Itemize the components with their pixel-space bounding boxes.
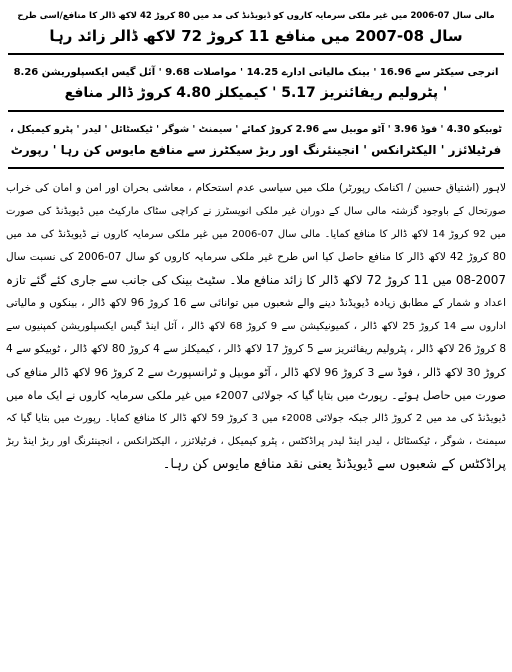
sub-headline-line: فرٹیلائزر ' الیکٹرانکس ' انجینئرنگ اور ربڑ سیکٹرز سے منافع مایوس کن رہا ' رپورٹ xyxy=(10,143,502,157)
divider xyxy=(8,167,504,169)
body-line: 08-2007 میں 11 کروڑ 72 لاکھ ڈالر کا زائد منافع ملا۔ سٹیٹ بینک کی جانب سے جاری کئے گئے تازہ xyxy=(6,273,506,287)
body-line: میں 92 کروڑ 14 لاکھ ڈالر کا منافع کمایا۔ مالی سال 07-2006 میں غیر ملکی سرمایہ کاروں نے ڈیویڈنڈ کی مد میں xyxy=(6,229,506,240)
body-line: صورتحال کے باوجود گزشتہ مالی سال کے دوران غیر ملکی انویسٹرز نے کراچی سٹاک مارکیٹ میں ڈیویڈنڈ کی صورت xyxy=(6,206,506,217)
sub-headline-other-sectors xyxy=(6,120,506,160)
sub-headline-sectors xyxy=(6,63,506,103)
main-headline-line: سال 08-2007 میں منافع 11 کروڑ 72 لاکھ ڈالر زائد رہا xyxy=(49,27,463,45)
main-headline-line: مالی سال 07-2006 میں غیر ملکی سرمایہ کاروں کو ڈیویڈنڈ کی مد میں 80 کروڑ 42 لاکھ ڈالر کا منافع/اسی طرح xyxy=(17,11,495,21)
sub-headline-line: انرجی سیکٹر سے 16.96 ' بینک مالیاتی ادارے 14.25 ' مواصلات 9.68 ' آئل گیس ایکسپلوریشن 8.26 xyxy=(13,67,499,78)
body-line: لاہور (اشتیاق حسین / اکنامک رپورٹر) ملک میں سیاسی عدم استحکام ، معاشی بحران اور امن و امان کی خراب xyxy=(6,182,506,194)
body-line: ڈیویڈنڈ کی مد میں 2 کروڑ ڈالر جبکہ جولائی 2008ء میں 3 کروڑ 59 لاکھ ڈالر کا منافع کمایا۔ رپورٹ میں بتایا گیا کہ xyxy=(6,413,506,424)
divider xyxy=(8,53,504,55)
body-line: سیمنٹ ، شوگر ، ٹیکسٹائل ، لیدر اینڈ لیدر پراڈکٹس ، پٹرو کیمیکل ، فرٹیلائزر ، الیکٹرانکس ، انجینئرنگ اور ربڑ اینڈ ربڑ xyxy=(6,436,506,447)
article-body xyxy=(6,177,506,476)
body-line: صورت میں حاصل ہوئے۔ رپورٹ میں بتایا گیا کہ جولائی 2007ء میں غیر ملکی سرمایہ کاروں نے ایک ماہ میں xyxy=(6,389,506,402)
divider xyxy=(8,110,504,112)
main-headline xyxy=(6,6,506,46)
body-line: اعداد و شمار کے مطابق زیادہ ڈیویڈنڈ دینے والے شعبوں میں توانائی سے 16 کروڑ 96 لاکھ ڈالر ، بینکوں و مالیاتی xyxy=(6,297,506,309)
body-line: اداروں سے 14 کروڑ 25 لاکھ ڈالر ، کمیونیکیشن سے 9 کروڑ 68 لاکھ ڈالر ، آئل اینڈ گیس ایکسپلوریشن کمپنیوں سے xyxy=(6,321,506,332)
sub-headline-line: ' پٹرولیم ریفائنریز 5.17 ' کیمیکلز 4.80 کروڑ ڈالر منافع xyxy=(64,85,448,101)
body-line: 80 کروڑ 42 لاکھ ڈالر کا منافع حاصل کیا اس طرح غیر ملکی سرمایہ کاروں کو سال 07-2006 کی نسبت سال xyxy=(6,251,506,263)
sub-headline-line: ٹوبیکو 4.30 ' فوڈ 3.96 ' آٹو موبیل سے 2.96 کروڑ کمائے ' سیمنٹ ' شوگر ' ٹیکسٹائل ' لیدر ' پٹرو کیمیکل ، xyxy=(10,124,502,135)
body-line: 8 کروڑ 26 لاکھ ڈالر ، پٹرولیم ریفائنریز سے 5 کروڑ 17 لاکھ ڈالر ، کیمیکلز سے 4 کروڑ 80 لاکھ ڈالر ، ٹوبیکو سے 4 xyxy=(6,343,506,355)
body-line: پراڈکٹس کے شعبوں سے ڈیویڈنڈ یعنی نقد منافع مایوس کن رہا۔ xyxy=(162,457,506,472)
body-line: کروڑ 30 لاکھ ڈالر ، فوڈ سے 3 کروڑ 96 لاکھ ڈالر ، آٹو موبیل و ٹرانسپورٹ سے 2 کروڑ 96 لاکھ ڈالر منافع کی xyxy=(6,366,506,379)
